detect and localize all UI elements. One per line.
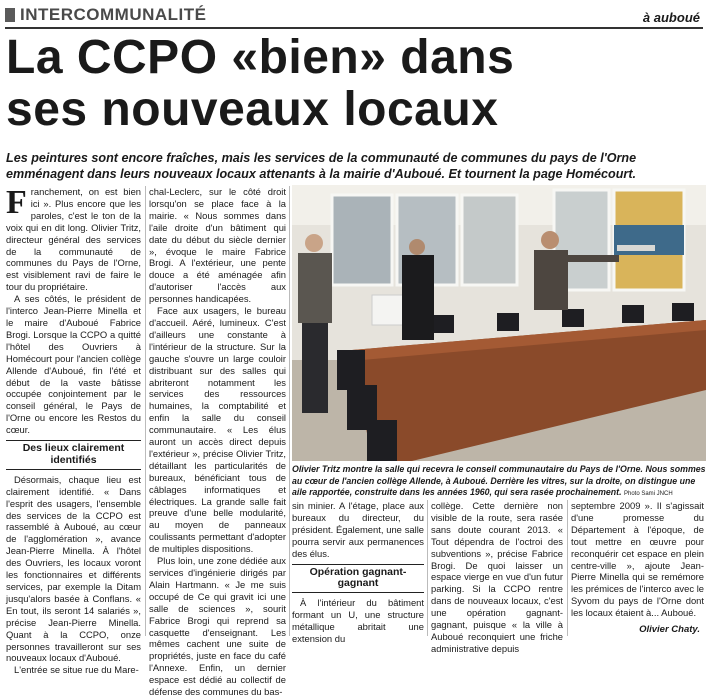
article-column-1 — [6, 184, 141, 676]
column-divider — [145, 186, 146, 636]
subheading: Des lieux clairement identifiés — [6, 440, 141, 470]
paragraph: septembre 2009 ». Il s'agissait d'une promesse du Département à l'époque, de tout mettre en œuvre pour reconquérir cet espace en plein centre-ville », ajoute Jean-Pierre Minella qui se remémore les prémices de l'interco avec le Syvom du pays de l'Orne dont les locaux étaient à... Auboué. — [571, 500, 704, 619]
rubric-marker — [5, 8, 15, 22]
header-rule — [5, 27, 703, 29]
paragraph: Face aux usagers, le bureau d'accueil. Aéré, lumineux. C'est d'ailleurs une constante à l'intérieur de la structure. Sur la gauche s'ouvre un large couloir distribuant sur des salles qui abriteront notamment les services des ressources humaines, la comptabilité et enfin la salle du conseil communautaire. « Les élus auront un accès direct depuis l'extérieur », précise Olivier Tritz, détaillant les particularités de bureaux, bénéficiant tous de câblages informatiques et électriques. La grande salle fait preuve d'une belle modularité, au moyen de panneaux coulissants permettant d'adopter de multiples dispositions. — [149, 305, 286, 555]
paragraph: Désormais, chaque lieu est clairement identifié. « Dans l'esprit des usagers, l'ensemble des services de la CCPO est rassemblé à Auboué, au cœur de l'agglomération », avance Jean-Pierre Minella. À l'hôtel des Ouvriers, les locaux voront les fonctionnaires et différents services, par exemple la Ditam jusqu'alors basée à Conflans. « En tout, ils seront 14 salariés », précise Jean-Pierre Minella. Quant à la CCPO, onze personnes travailleront sur ses nouveaux locaux d'Auboué. — [6, 473, 141, 664]
byline: Olivier Chaty. — [639, 624, 700, 635]
paragraph: L'entrée se situe rue du Mare- — [14, 664, 139, 676]
photo-caption — [292, 464, 706, 501]
article-photo — [292, 185, 706, 461]
headline-line-1: La CCPO «bien» dans — [6, 31, 515, 84]
meeting-room-photo — [292, 185, 706, 461]
article-column-3 — [292, 500, 424, 645]
dropcap: F — [6, 184, 27, 221]
lead-paragraph: Les peintures sont encore fraîches, mais les services de la communauté de communes du pays de l'Orne emménagent dans leurs nouveaux locaux attenants à la mairie d'Auboué. Et tournent la page Homécourt. — [6, 151, 637, 181]
paragraph: A ses côtés, le président de l'interco Jean-Pierre Minella et le maire d'Auboué Fabrice Brogi. Lorsque la CCPO a quitté l'hôtel des Ouvriers à Homécourt pour l'ancien collège Allende d'Auboué, fin l'été et début de la vaste bâtisse occupée conjointement par le conseil général, le Pays de l'Orne ou encore les Restos du cœur. — [6, 293, 141, 436]
paragraph: Franchement, on est bien ici ». Plus encore que les paroles, c'est le ton de la voix qui en dit long. Olivier Tritz, directeur général des services de la communauté de communes du Pays de l'Orne, est visiblement ravi de faire le tour du propriétaire. — [6, 184, 141, 293]
subheading: Opération gagnant-gagnant — [292, 564, 424, 594]
column-divider — [567, 500, 568, 636]
column-divider — [289, 186, 290, 636]
article-column-2 — [149, 186, 286, 698]
headline — [6, 32, 706, 136]
caption-text: Olivier Tritz montre la salle qui recevra le conseil communautaire du Pays de l'Orne. Nous sommes au cœur de l'ancien collège Allende, à Auboué. Derrière les vitres, sur la droite, on distingue une aile rapportée, construite dans les années 1960, qui sera rasée prochainement. — [292, 464, 706, 497]
rubric-label: INTERCOMMUNALITÉ — [20, 5, 207, 24]
paragraph: sin minier. A l'étage, place aux bureaux du directeur, du président. Également, une salle pourra servir aux permanences des élus. — [292, 500, 424, 559]
paragraph: Plus loin, une zone dédiée aux services d'ingénierie dirigés par Alain Hartmann. « Je me suis occupé de Ce qui gravit ici une salle de sciences », sourit Fabrice Brogi qui reprend sa casquette d'enseignant. Les mêmes cachent une suite de propriétés, juste en face du café l'Annexe. Enfin, un dernier espace est dédié au collectif de défense des communes du bas- — [149, 555, 286, 698]
photo-credit: Photo Sami JNCH — [623, 491, 673, 497]
paragraph: chal-Leclerc, sur le côté droit lorsqu'on se place face à la mairie. « Nous sommes dans l'aile droite d'un bâtiment qui date du début du siècle dernier », évoque le maire Fabrice Brogi. A l'extérieur, une pente douce a été aménagée afin d'autoriser l'accès aux personnes handicapées. — [149, 186, 286, 305]
town-label: à auboué — [642, 10, 700, 25]
paragraph: collège. Cette dernière non visible de la route, sera rasée sans doute courant 2013. « Tout dépendra de l'octroi des subventions », précise Fabrice Brogi. De quoi laisser un espace vierge en vue d'un futur parking. Si la CCPO rentre dans de nouveaux locaux, c'est une opération gagnant-gagnant, puisque « la ville à Auboué reconquiert une friche administrative depuis — [431, 500, 563, 654]
headline-line-2: ses nouveaux locaux — [6, 83, 499, 136]
paragraph: À l'intérieur du bâtiment formant un U, une structure métallique abritait une extension du — [292, 597, 424, 645]
article-column-5 — [571, 500, 704, 622]
article-column-4 — [431, 500, 563, 654]
column-divider — [427, 500, 428, 636]
